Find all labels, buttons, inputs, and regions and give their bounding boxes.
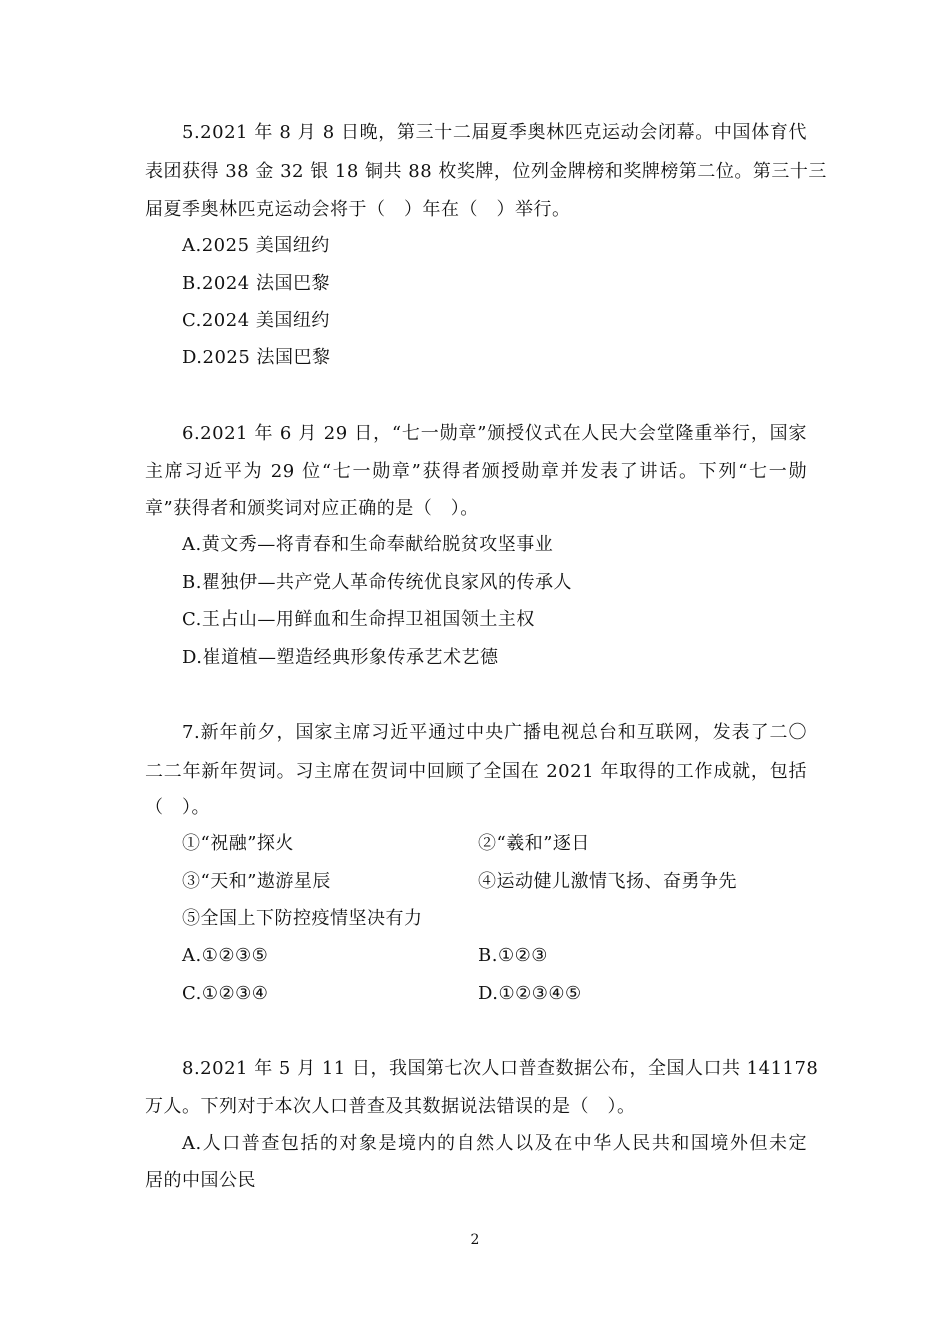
question-5-option-d: D.2025 法国巴黎 [182, 347, 331, 368]
question-7-stem-line-3: （ ）。 [145, 797, 210, 818]
question-8-option-a-line-1: A.人口普查包括的对象是境内的自然人以及在中华人民共和国境外但未定 [182, 1133, 807, 1154]
question-5-stem-line-3: 届夏季奥林匹克运动会将于（ ）年在（ ）举行。 [145, 199, 571, 220]
question-6-option-c: C.王占山—用鲜血和生命捍卫祖国领土主权 [182, 609, 535, 630]
question-7-item-3: ③“天和”遨游星辰 [182, 871, 331, 892]
question-5-option-a: A.2025 美国纽约 [182, 235, 330, 256]
question-7-item-1: ①“祝融”探火 [182, 833, 294, 854]
question-7-stem-line-2: 二二年新年贺词。习主席在贺词中回顾了全国在 2021 年取得的工作成就，包括 [145, 761, 807, 782]
question-7-item-5: ⑤全国上下防控疫情坚决有力 [182, 908, 423, 929]
question-6-option-a: A.黄文秀—将青春和生命奉献给脱贫攻坚事业 [182, 534, 554, 555]
question-7-option-b: B.①②③ [478, 945, 548, 966]
page-number: 2 [470, 1232, 480, 1248]
question-6-option-b: B.瞿独伊—共产党人革命传统优良家风的传承人 [182, 572, 572, 593]
question-6-option-d: D.崔道植—塑造经典形象传承艺术艺德 [182, 647, 499, 668]
question-7-item-2: ②“羲和”逐日 [478, 833, 590, 854]
question-7-option-c: C.①②③④ [182, 983, 269, 1004]
question-6-stem-line-2: 主席习近平为 29 位“七一勋章”获得者颁授勋章并发表了讲话。下列“七一勋 [145, 461, 807, 482]
question-5-option-b: B.2024 法国巴黎 [182, 273, 330, 294]
question-8-stem-line-2: 万人。下列对于本次人口普查及其数据说法错误的是（ ）。 [145, 1096, 636, 1117]
question-5-stem-line-1: 5.2021 年 8 月 8 日晚，第三十二届夏季奥林匹克运动会闭幕。中国体育代 [182, 122, 807, 143]
question-5-option-c: C.2024 美国纽约 [182, 310, 330, 331]
question-8-stem-line-1: 8.2021 年 5 月 11 日，我国第七次人口普查数据公布，全国人口共 141178 [182, 1058, 819, 1079]
question-7-option-d: D.①②③④⑤ [478, 983, 582, 1004]
question-5-stem-line-2: 表团获得 38 金 32 银 18 铜共 88 枚奖牌，位列金牌榜和奖牌榜第二位。第三十三 [145, 161, 827, 182]
question-6-stem-line-3: 章”获得者和颁奖词对应正确的是（ ）。 [145, 498, 479, 519]
question-7-option-a: A.①②③⑤ [182, 945, 269, 966]
question-7-item-4: ④运动健儿激情飞扬、奋勇争先 [478, 871, 737, 892]
question-8-option-a-line-2: 居的中国公民 [145, 1170, 256, 1191]
question-7-stem-line-1: 7.新年前夕，国家主席习近平通过中央广播电视总台和互联网，发表了二〇 [182, 722, 807, 743]
question-6-stem-line-1: 6.2021 年 6 月 29 日，“七一勋章”颁授仪式在人民大会堂隆重举行，国家 [182, 423, 807, 444]
